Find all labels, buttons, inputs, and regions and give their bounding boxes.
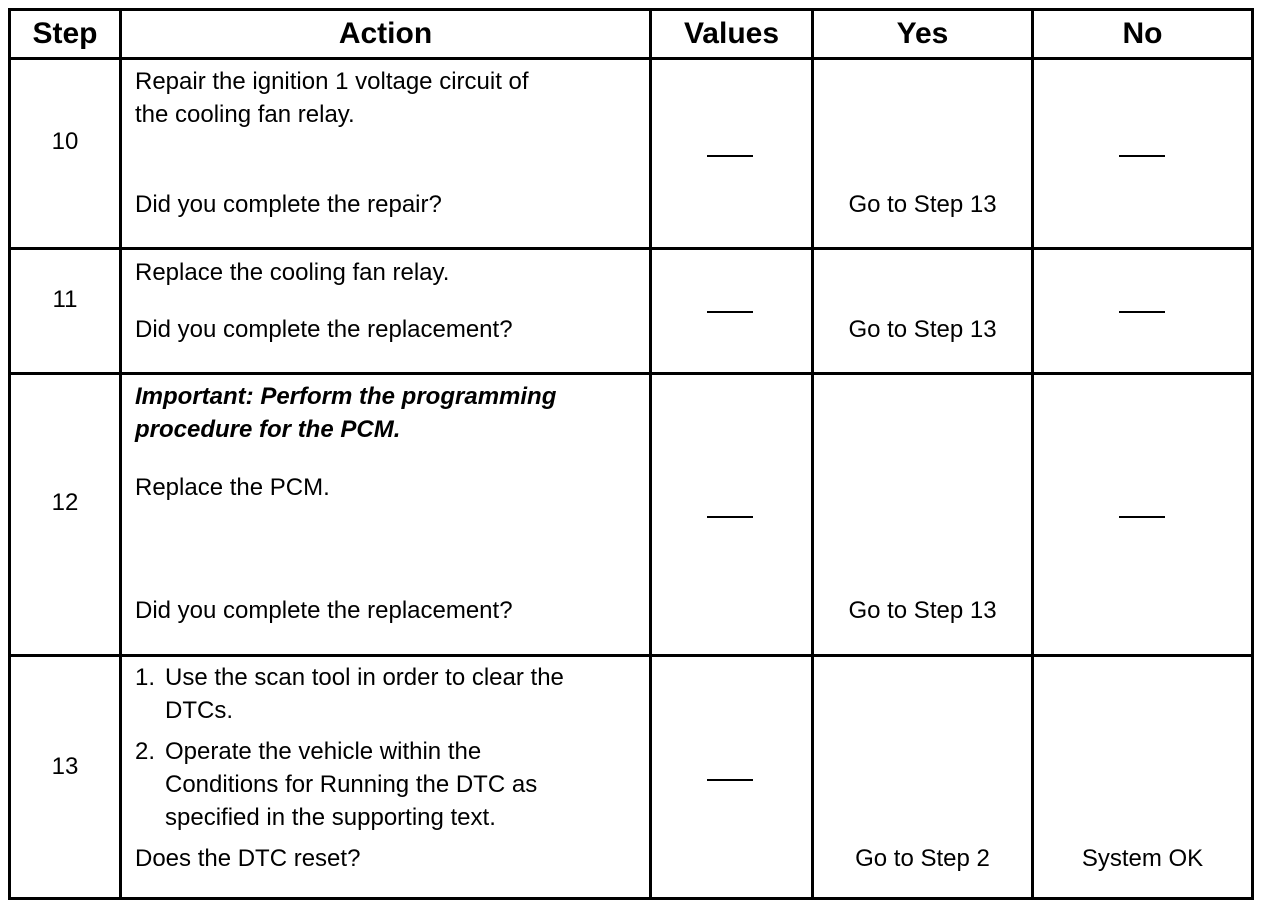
list-text: Operate the vehicle within the bbox=[165, 738, 482, 765]
important-note: Important: Perform the programming bbox=[135, 383, 557, 410]
row-divider bbox=[11, 247, 1251, 250]
list-item bbox=[135, 735, 635, 834]
action-text: Replace the cooling fan relay. bbox=[135, 259, 450, 286]
column-divider bbox=[811, 11, 814, 897]
row-divider bbox=[11, 372, 1251, 375]
values-dash bbox=[707, 516, 753, 518]
step-number: 10 bbox=[51, 128, 79, 155]
yes-result: Go to Step 13 bbox=[848, 597, 997, 624]
important-note: procedure for the PCM. bbox=[135, 416, 401, 443]
action-question: Did you complete the replacement? bbox=[135, 597, 513, 624]
list-text: specified in the supporting text. bbox=[165, 804, 496, 831]
action-text: Repair the ignition 1 voltage circuit of bbox=[135, 68, 529, 95]
step-number: 12 bbox=[51, 489, 79, 516]
action-question: Did you complete the repair? bbox=[135, 191, 442, 218]
header-step: Step bbox=[32, 17, 98, 50]
action-text: Replace the PCM. bbox=[135, 474, 330, 501]
list-number: 2. bbox=[135, 738, 156, 765]
yes-result: Go to Step 2 bbox=[855, 845, 990, 872]
list-text: DTCs. bbox=[165, 697, 233, 724]
header-yes: Yes bbox=[896, 17, 949, 50]
no-dash bbox=[1119, 516, 1165, 518]
column-divider bbox=[649, 11, 652, 897]
values-dash bbox=[707, 155, 753, 157]
row-divider bbox=[11, 654, 1251, 657]
values-dash bbox=[707, 311, 753, 313]
values-dash bbox=[707, 779, 753, 781]
step-number: 13 bbox=[51, 753, 79, 780]
header-no: No bbox=[1122, 17, 1163, 50]
header-action: Action bbox=[338, 17, 433, 50]
action-question: Did you complete the replacement? bbox=[135, 316, 513, 343]
list-item bbox=[135, 661, 635, 727]
header-values: Values bbox=[683, 17, 780, 50]
row-divider bbox=[11, 57, 1251, 60]
column-divider bbox=[119, 11, 122, 897]
yes-result: Go to Step 13 bbox=[848, 316, 997, 343]
column-divider bbox=[1031, 11, 1034, 897]
yes-result: Go to Step 13 bbox=[848, 191, 997, 218]
list-text: Conditions for Running the DTC as bbox=[165, 771, 538, 798]
diagnostic-table bbox=[8, 8, 1254, 900]
step-number: 11 bbox=[52, 286, 78, 313]
no-dash bbox=[1119, 311, 1165, 313]
action-text: the cooling fan relay. bbox=[135, 101, 355, 128]
list-text: Use the scan tool in order to clear the bbox=[165, 664, 564, 691]
no-dash bbox=[1119, 155, 1165, 157]
list-number: 1. bbox=[135, 664, 156, 691]
action-question: Does the DTC reset? bbox=[135, 845, 361, 872]
no-result: System OK bbox=[1081, 845, 1204, 872]
